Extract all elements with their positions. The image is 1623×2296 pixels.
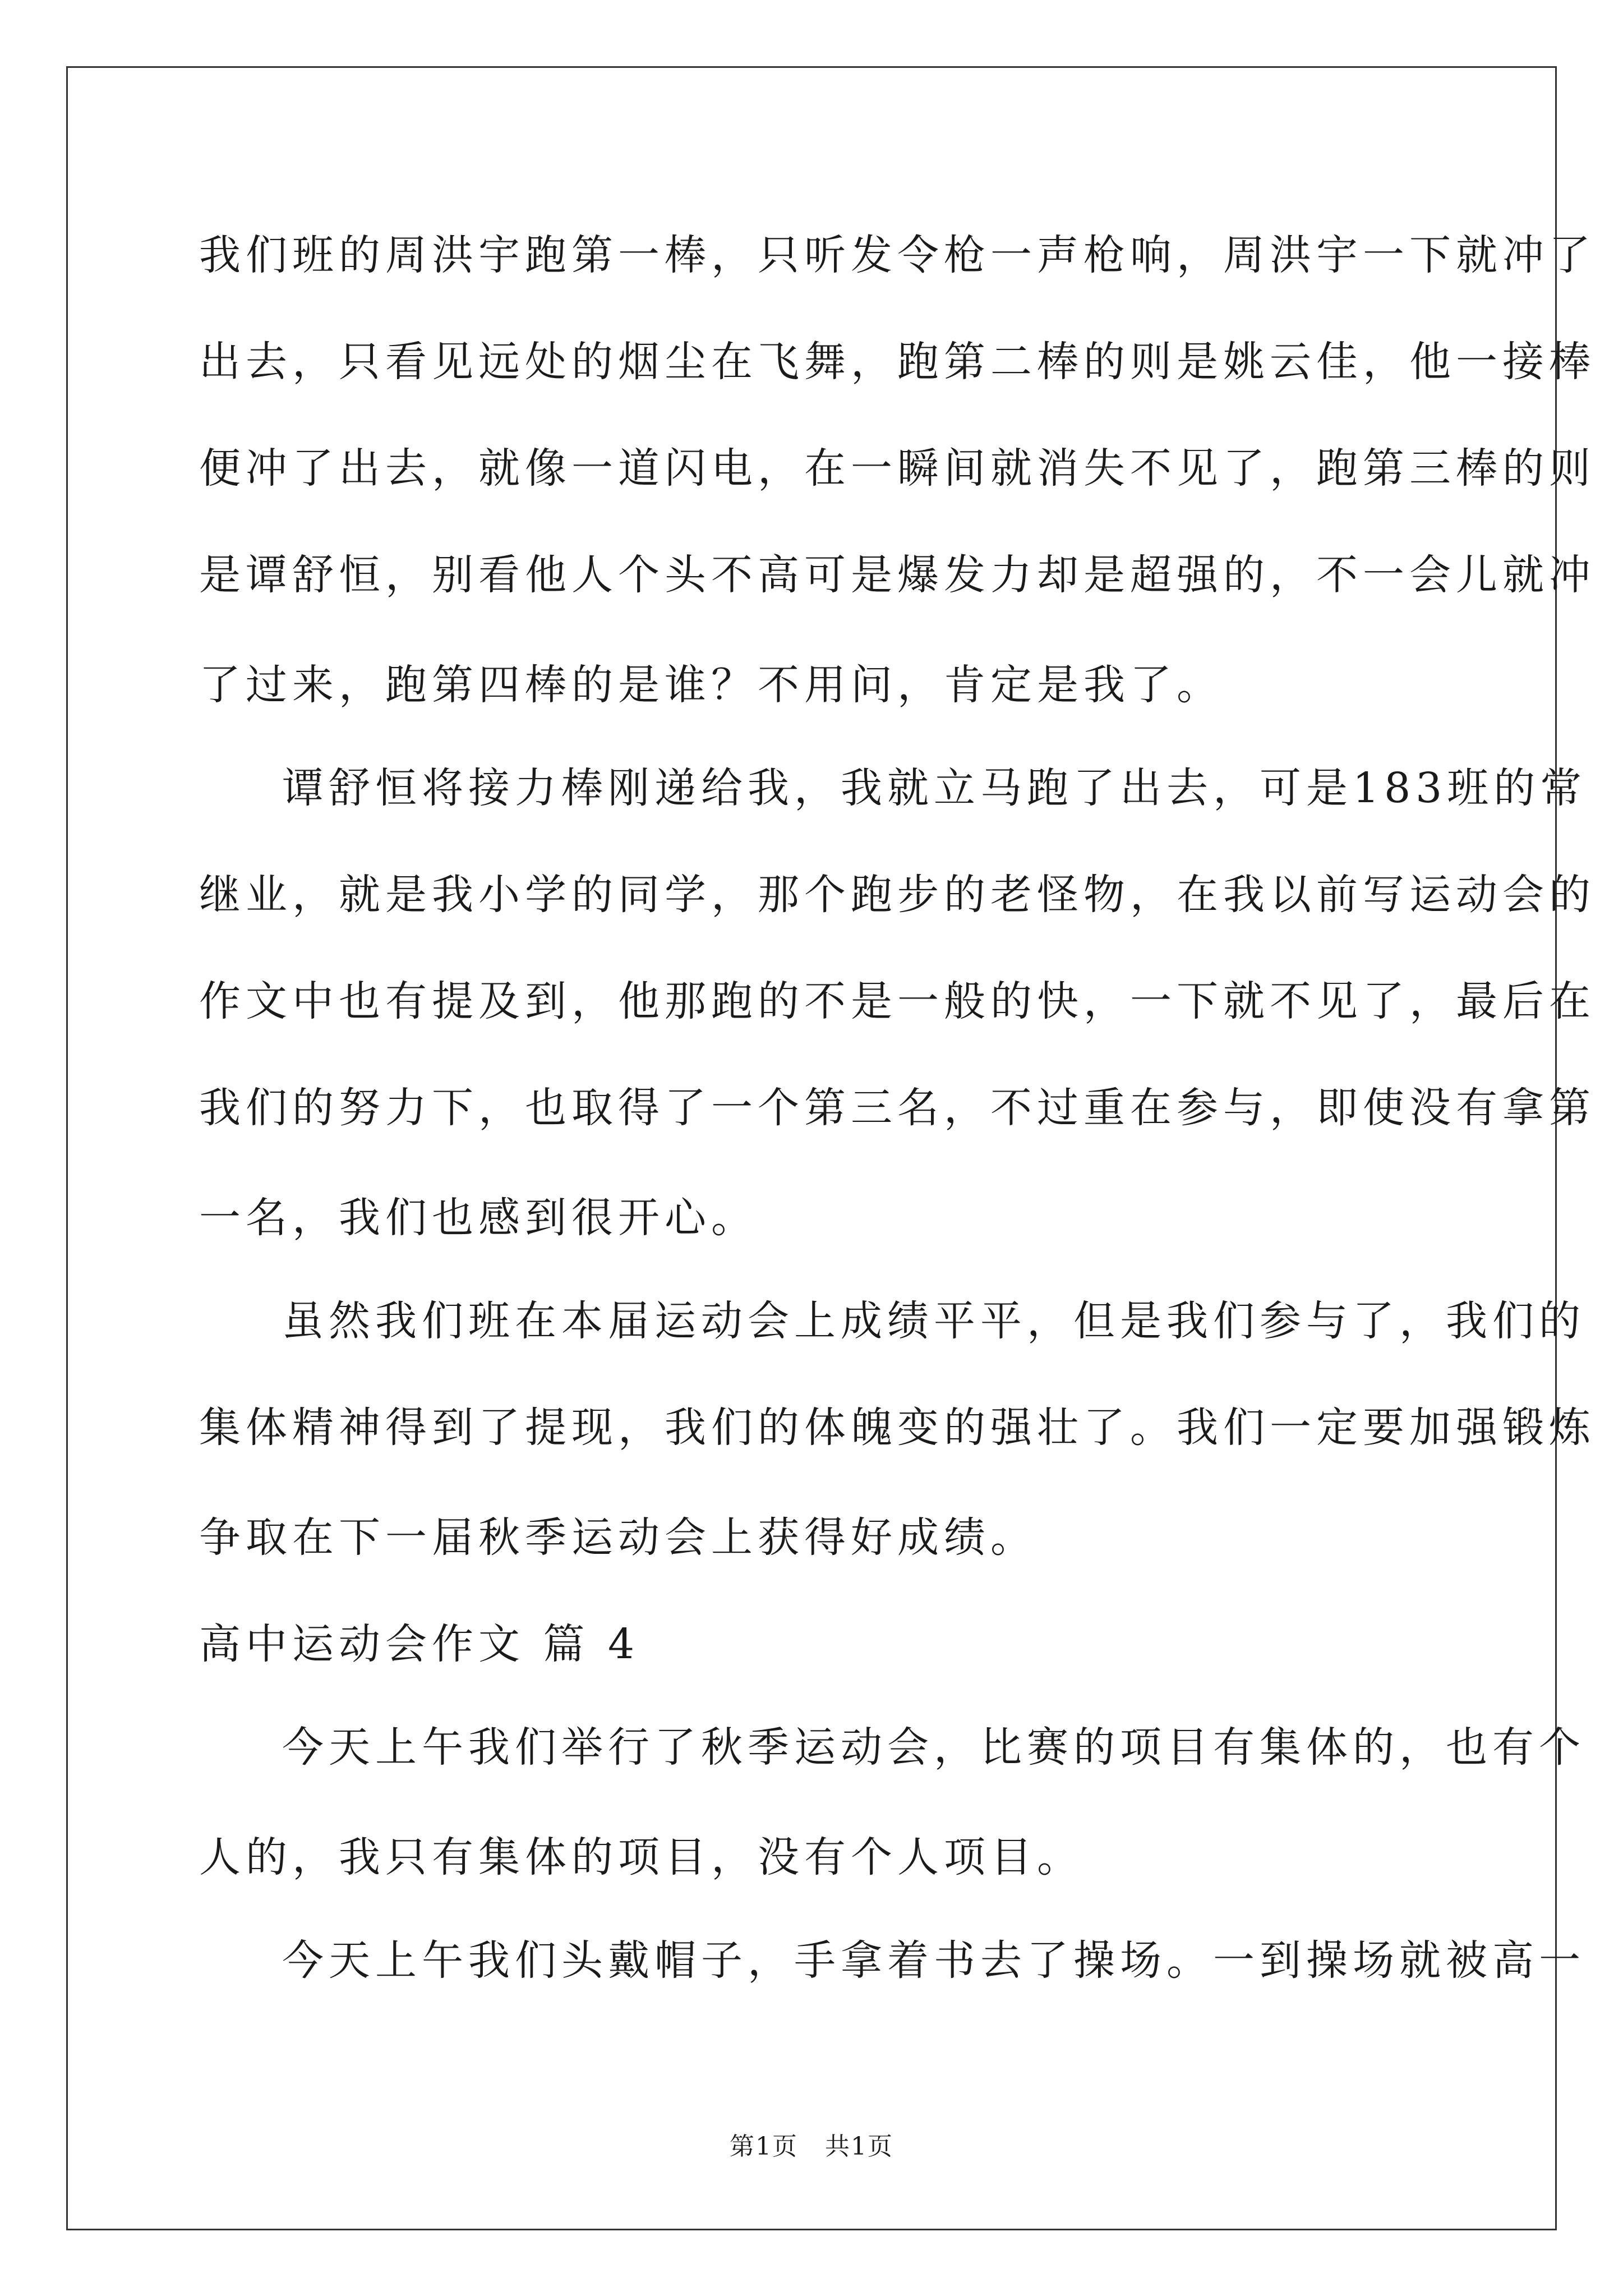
- paragraph-line: 今天上午我们举行了秋季运动会，比赛的项目有集体的，也有个: [282, 1723, 1585, 1772]
- paragraph-line: 我们的努力下，也取得了一个第三名，不过重在参与，即使没有拿第: [199, 1084, 1596, 1132]
- paragraph-line: 继业，就是我小学的同学，那个跑步的老怪物，在我以前写运动会的: [199, 871, 1596, 919]
- paragraph-line: 今天上午我们头戴帽子，手拿着书去了操场。一到操场就被高一: [282, 1936, 1585, 1985]
- paragraph-line: 出去，只看见远处的烟尘在飞舞，跑第二棒的则是姚云佳，他一接棒: [199, 338, 1596, 386]
- paragraph-line: 作文中也有提及到，他那跑的不是一般的快，一下就不见了，最后在: [199, 977, 1596, 1025]
- paragraph-line: 便冲了出去，就像一道闪电，在一瞬间就消失不见了，跑第三棒的则: [199, 444, 1596, 493]
- paragraph-line: 是谭舒恒，别看他人个头不高可是爆发力却是超强的，不一会儿就冲: [199, 551, 1596, 599]
- paragraph-line: 人的，我只有集体的项目，没有个人项目。: [199, 1833, 1083, 1881]
- paragraph-line: 了过来，跑第四棒的是谁？不用问，肯定是我了。: [199, 661, 1223, 709]
- paragraph-line: 我们班的周洪宇跑第一棒，只听发令枪一声枪响，周洪宇一下就冲了: [199, 231, 1596, 279]
- document-body: [199, 202, 1596, 2014]
- paragraph-line: 集体精神得到了提现，我们的体魄变的强壮了。我们一定要加强锻炼: [199, 1404, 1596, 1452]
- section-heading: 高中运动会作文 篇 4: [199, 1620, 640, 1668]
- paragraph-line: 谭舒恒将接力棒刚递给我，我就立马跑了出去，可是183班的常: [282, 764, 1587, 812]
- paragraph-line: 争取在下一届秋季运动会上获得好成绩。: [199, 1513, 1037, 1562]
- paragraph-line: 一名，我们也感到很开心。: [199, 1194, 758, 1242]
- paragraph-line: 虽然我们班在本届运动会上成绩平平，但是我们参与了，我们的: [282, 1297, 1585, 1345]
- page-footer: 第1页 共1页: [730, 2132, 893, 2161]
